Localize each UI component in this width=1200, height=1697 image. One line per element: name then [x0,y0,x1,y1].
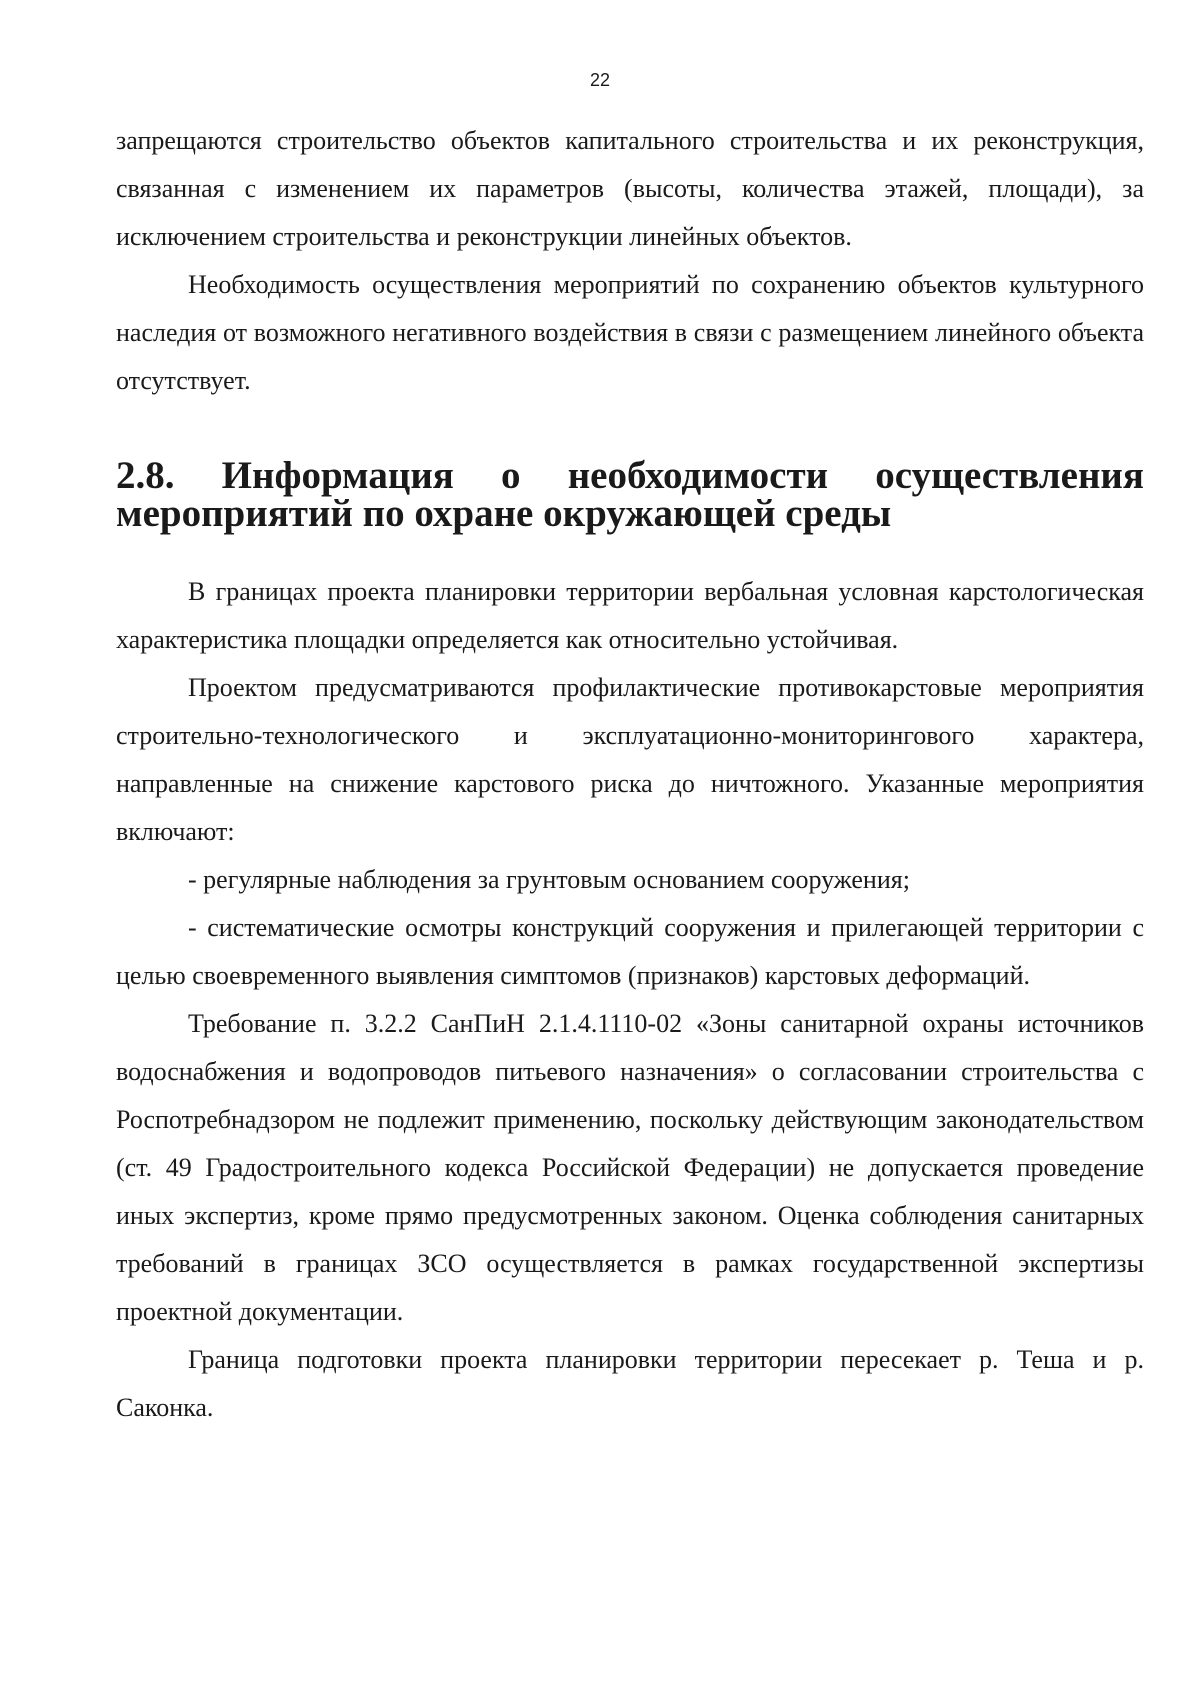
page-number: 22 [589,70,611,90]
list-item-observations: - регулярные наблюдения за грунтовым основанием сооружения; [188,865,910,894]
paragraph-rivers: Граница подготовки проекта планировки территории пересекает р. Теша и р. Саконка. [116,1345,1144,1422]
list-item-inspections: - систематические осмотры конструкций сооружения и прилегающей территории с целью своевременного выявления симптомов (признаков) карстовых деформаций. [116,913,1144,990]
paragraph-anti-karst-measures: Проектом предусматриваются профилактические противокарстовые мероприятия строительно-технологического и эксплуатационно-мониторингового характера, направленные на снижение карстового риска до ничтожного. Указанные мероприятия включают: [116,673,1144,846]
paragraph-karst-characteristic: В границах проекта планировки территории вербальная условная карстологическая характеристика площадки определяется как относительно устойчивая. [116,577,1144,654]
page-content [116,117,1144,1432]
paragraph-cultural-heritage: Необходимость осуществления мероприятий по сохранению объектов культурного наследия от возможного негативного воздействия в связи с размещением линейного объекта отсутствует. [116,270,1144,395]
section-heading: 2.8. Информация о необходимости осуществления мероприятий по охране окружающей среды [116,454,1144,535]
paragraph-sanpin-requirement: Требование п. 3.2.2 СанПиН 2.1.4.1110-02 «Зоны санитарной охраны источников водоснабжения и водопроводов питьевого назначения» о согласовании строительства с Роспотребнадзором не подлежит применению, поскольку действующим законодательством (ст. 49 Градостроительного кодекса Российской Федерации) не допускается проведение иных экспертиз, кроме прямо предусмотренных законом. Оценка соблюдения санитарных требований в границах ЗСО осуществляется в рамках государственной экспертизы проектной документации. [116,1009,1144,1326]
paragraph-continuation: запрещаются строительство объектов капитального строительства и их реконструкция, связанная с изменением их параметров (высоты, количества этажей, площади), за исключением строительства и реконструкции линейных объектов. [116,126,1144,251]
